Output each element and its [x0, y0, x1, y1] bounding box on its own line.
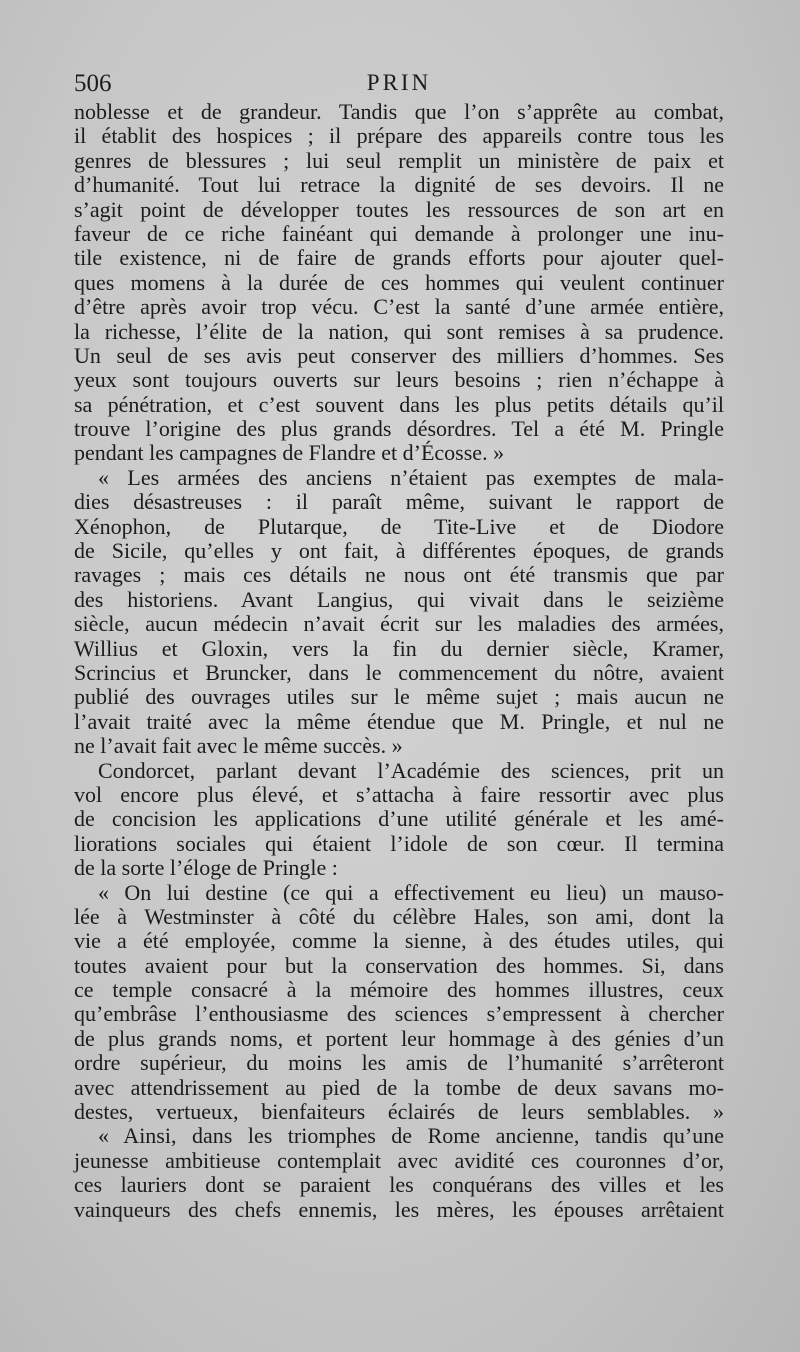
text-line: vainqueurs des chefs ennemis, les mères, les épouses arrêtaient: [74, 1196, 724, 1222]
text-line: ne l’avait fait avec le même succès. »: [74, 733, 403, 759]
text-line: pendant les campagnes de Flandre et d’Écosse. »: [74, 440, 505, 466]
text-line: la richesse, l’élite de la nation, qui sont remises à sa prudence.: [74, 318, 724, 344]
text-line: jeunesse ambitieuse contemplait avec avidité ces couronnes d’or,: [74, 1147, 724, 1173]
text-line: yeux sont toujours ouverts sur leurs besoins ; rien n’échappe à: [74, 367, 724, 393]
text-line: liorations sociales qui étaient l’idole de son cœur. Il termina: [74, 830, 724, 856]
text-line: ce temple consacré à la mémoire des hommes illustres, ceux: [74, 977, 724, 1003]
text-line: tile existence, ni de faire de grands efforts pour ajouter quel-: [74, 245, 724, 271]
text-line: des historiens. Avant Langius, qui vivait dans le seizième: [74, 586, 724, 612]
text-line: siècle, aucun médecin n’avait écrit sur les maladies des armées,: [74, 611, 724, 637]
text-line: d’humanité. Tout lui retrace la dignité de ses devoirs. Il ne: [74, 172, 724, 198]
text-line: sa pénétration, et c’est souvent dans les plus petits détails qu’il: [74, 391, 724, 417]
text-line: « Ainsi, dans les triomphes de Rome ancienne, tandis qu’une: [98, 1123, 724, 1149]
text-line: ces lauriers dont se paraient les conquérans des villes et les: [74, 1172, 724, 1198]
text-line: qu’embrâse l’enthousiasme des sciences s’empressent à chercher: [74, 1001, 724, 1027]
text-line: noblesse et de grandeur. Tandis que l’on s’apprête au combat,: [74, 99, 724, 124]
text-line: il établit des hospices ; il prépare des appareils contre tous les: [74, 123, 724, 149]
text-line: destes, vertueux, bienfaiteurs éclairés de leurs semblables. »: [74, 1099, 724, 1125]
text-line: de Sicile, qu’elles y ont fait, à différentes époques, de grands: [74, 538, 724, 564]
text-line: ravages ; mais ces détails ne nous ont été transmis que par: [74, 562, 724, 588]
text-line: avec attendrissement au pied de la tombe de deux savans mo-: [74, 1074, 724, 1100]
page-number: 506: [74, 70, 112, 97]
text-line: ordre supérieur, du moins les amis de l’humanité s’arrêteront: [74, 1050, 724, 1076]
text-line: « Les armées des anciens n’étaient pas exemptes de mala-: [98, 464, 724, 490]
text-line: Xénophon, de Plutarque, de Tite-Live et de Diodore: [74, 513, 724, 539]
text-line: Condorcet, parlant devant l’Académie des sciences, prit un: [98, 757, 724, 783]
text-line: vie a été employée, comme la sienne, à des études utiles, qui: [74, 928, 724, 954]
body-text: [74, 100, 724, 1222]
text-line: trouve l’origine des plus grands désordres. Tel a été M. Pringle: [74, 416, 724, 442]
text-line: d’être après avoir trop vécu. C’est la santé d’une armée entière,: [74, 294, 724, 320]
text-line: de concision les applications d’une utilité générale et les amé-: [74, 806, 724, 832]
text-line: toutes avaient pour but la conservation des hommes. Si, dans: [74, 952, 724, 978]
text-line: Scrincius et Bruncker, dans le commencement du nôtre, avaient: [74, 659, 724, 685]
text-line: dies désastreuses : il paraît même, suivant le rapport de: [74, 489, 724, 515]
text-line: s’agit point de développer toutes les ressources de son art en: [74, 196, 724, 222]
text-line: Un seul de ses avis peut conserver des milliers d’hommes. Ses: [74, 342, 724, 368]
running-head: PRIN: [366, 70, 432, 95]
text-line: faveur de ce riche fainéant qui demande à prolonger une inu-: [74, 220, 724, 246]
text-line: ques momens à la durée de ces hommes qui veulent continuer: [74, 269, 724, 295]
text-line: de la sorte l’éloge de Pringle :: [74, 855, 338, 881]
text-line: « On lui destine (ce qui a effectivement eu lieu) un mauso-: [98, 879, 724, 905]
text-line: l’avait traité avec la même étendue que M. Pringle, et nul ne: [74, 708, 724, 734]
text-line: vol encore plus élevé, et s’attacha à faire ressortir avec plus: [74, 781, 724, 807]
text-line: lée à Westminster à côté du célèbre Hales, son ami, dont la: [74, 903, 724, 929]
text-line: de plus grands noms, et portent leur hommage à des génies d’un: [74, 1025, 724, 1051]
text-line: Willius et Gloxin, vers la fin du dernier siècle, Kramer,: [74, 635, 724, 661]
text-line: genres de blessures ; lui seul remplit un ministère de paix et: [74, 147, 724, 173]
page-header: [74, 70, 724, 102]
text-line: publié des ouvrages utiles sur le même sujet ; mais aucun ne: [74, 684, 724, 710]
